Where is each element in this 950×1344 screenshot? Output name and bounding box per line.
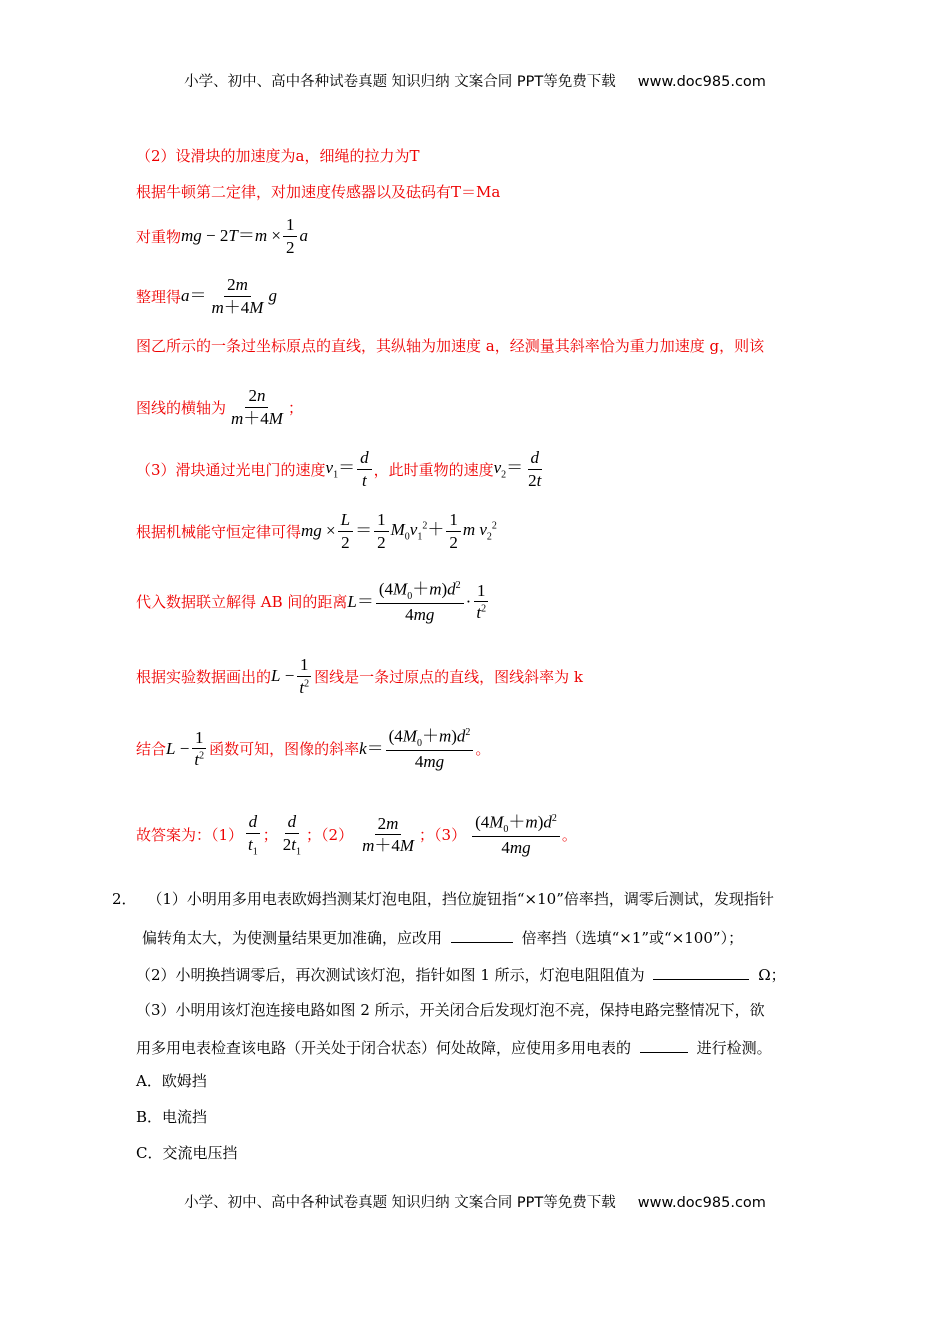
equation: mg × xyxy=(301,521,336,541)
fraction: $\frac{d}{t_1}$ xyxy=(245,813,261,858)
option-text: B．电流挡 xyxy=(136,1108,208,1126)
solution-slope xyxy=(136,727,490,772)
text: （2）小明换挡调零后，再次测试该灯泡，指针如图 1 所示，灯泡电阻阻值为 xyxy=(136,966,645,984)
punct: ； xyxy=(287,398,303,417)
text: 倍率挡（选填“×1”或“×100”）； xyxy=(521,929,744,947)
fraction: $\frac{(4M_0+m)d^2}{4mg}$ xyxy=(472,813,560,858)
label: （3）滑块通过光电门的速度 xyxy=(136,460,326,479)
solution-part3-speed xyxy=(136,449,546,490)
question-2-part3-cont xyxy=(136,1038,772,1057)
label: 对重物 xyxy=(136,227,182,246)
equation: a＝ xyxy=(181,286,207,306)
option-b[interactable] xyxy=(136,1108,207,1126)
fraction: $\frac{1}{t^2}$ xyxy=(296,656,312,697)
solution-newton-law xyxy=(136,183,500,201)
equation: mg − 2T＝m × xyxy=(181,226,281,246)
fraction: $\frac{1}{2}$ xyxy=(283,216,298,257)
fraction: $\frac{2n}{m+4M}$ xyxy=(231,386,283,428)
fraction: $\frac{d}{2t}$ xyxy=(528,448,542,490)
text: Ω； xyxy=(758,966,786,984)
fraction: $\frac{d}{t}$ xyxy=(357,449,372,490)
punct: ； xyxy=(262,826,278,845)
equation-tail: a xyxy=(299,226,308,246)
fraction: $\frac{(4M_0+m)d^2}{4mg}$ xyxy=(386,727,474,772)
option-text: C．交流电压挡 xyxy=(136,1144,238,1162)
eq: · xyxy=(465,592,472,612)
page-header xyxy=(0,70,950,91)
question-2-part1-cont xyxy=(142,928,743,947)
equation-tail: g xyxy=(268,286,277,306)
answer-blank[interactable] xyxy=(653,965,749,980)
eq: m $v_2^2$ xyxy=(462,519,497,543)
fraction: $\frac{2m}{m+4M}$ xyxy=(362,813,415,856)
page-footer xyxy=(0,1191,950,1212)
fraction: $\frac{d}{2t_1}$ xyxy=(282,812,302,858)
label: 故答案为：（1） xyxy=(136,826,244,845)
v1: $v_1=$ xyxy=(325,457,356,481)
question-number: 2． xyxy=(112,890,137,908)
label: 根据机械能守恒定律可得 xyxy=(136,522,302,541)
fraction: $\frac{1}{t^2}$ xyxy=(473,582,489,623)
solution-graph-text xyxy=(136,337,764,355)
option-a[interactable] xyxy=(136,1072,207,1090)
label: 代入数据联立解得 AB 间的距离 xyxy=(136,593,348,612)
solution-part2-intro xyxy=(136,147,420,165)
label: 整理得 xyxy=(136,287,182,306)
text: （2）设滑块的加速度为a，细绳的拉力为T xyxy=(136,147,420,165)
question-2-part2 xyxy=(136,965,786,984)
text: 用多用电表检查该电路（开关处于闭合状态）何处故障，应使用多用电表的 xyxy=(136,1039,632,1057)
header-site-link[interactable]: www.doc985.com xyxy=(637,74,766,90)
punct: 。 xyxy=(475,740,491,759)
solution-weight-equation xyxy=(136,216,308,257)
solution-distance xyxy=(136,580,491,625)
footer-site-link[interactable]: www.doc985.com xyxy=(637,1195,766,1211)
eq: k＝ xyxy=(359,739,384,759)
solution-answers xyxy=(136,813,577,858)
eq: ＝ xyxy=(355,521,373,541)
punct: ；（3） xyxy=(419,826,467,845)
text: 进行检测。 xyxy=(696,1039,772,1057)
text: （1）小明用多用电表欧姆挡测某灯泡电阻，挡位旋钮指“×10”倍率挡，调零后测试，发现指针 xyxy=(147,890,774,908)
fraction: $\frac{1}{2}$ xyxy=(374,511,389,552)
eq: $M_0v_1^2+$ xyxy=(390,519,445,543)
label: 结合 xyxy=(136,740,167,759)
solution-energy-conservation xyxy=(136,511,497,552)
answer-blank[interactable] xyxy=(640,1038,688,1053)
question-2-part1 xyxy=(112,890,774,908)
text: 偏转角太大，为使测量结果更加准确，应改用 xyxy=(142,929,443,947)
label: 函数可知，图像的斜率 xyxy=(209,740,360,759)
fraction: $\frac{1}{2}$ xyxy=(446,511,461,552)
fraction: $\frac{L}{2}$ xyxy=(338,511,353,552)
eq: L − xyxy=(166,739,190,759)
question-2-part3 xyxy=(136,1001,765,1019)
fraction: $\frac{(4M_0+m)d^2}{4mg}$ xyxy=(376,580,464,625)
fraction: $\frac{1}{t^2}$ xyxy=(191,729,207,770)
fraction: $\frac{2m}{m+4M}$ xyxy=(211,275,264,317)
solution-axis xyxy=(136,387,303,428)
text: 图乙所示的一条过坐标原点的直线，其纵轴为加速度 a，经测量其斜率恰为重力加速度 g，则该 xyxy=(136,337,765,355)
solution-graph-line xyxy=(136,656,583,697)
label: 图线是一条过原点的直线，图线斜率为 k xyxy=(314,667,583,686)
label: 图线的横轴为 xyxy=(136,398,227,417)
text: 根据牛顿第二定律，对加速度传感器以及砝码有T＝Ma xyxy=(136,183,501,201)
punct: 。 xyxy=(561,826,577,845)
header-text: 小学、初中、高中各种试卷真题 知识归纳 文案合同 PPT等免费下载 xyxy=(184,74,616,90)
label: ，此时重物的速度 xyxy=(373,460,494,479)
solution-arranged-equation xyxy=(136,276,277,317)
punct: ；（2） xyxy=(306,826,354,845)
label: 根据实验数据画出的 xyxy=(136,667,272,686)
v2: $v_2=$ xyxy=(493,457,524,481)
eq: L − xyxy=(271,666,295,686)
text: （3）小明用该灯泡连接电路如图 2 所示，开关闭合后发现灯泡不亮，保持电路完整情况下，欲 xyxy=(136,1001,765,1019)
eq: L＝ xyxy=(347,592,374,612)
option-text: A．欧姆挡 xyxy=(136,1072,207,1090)
footer-text: 小学、初中、高中各种试卷真题 知识归纳 文案合同 PPT等免费下载 xyxy=(184,1195,616,1211)
answer-blank[interactable] xyxy=(451,928,513,943)
option-c[interactable] xyxy=(136,1144,237,1162)
